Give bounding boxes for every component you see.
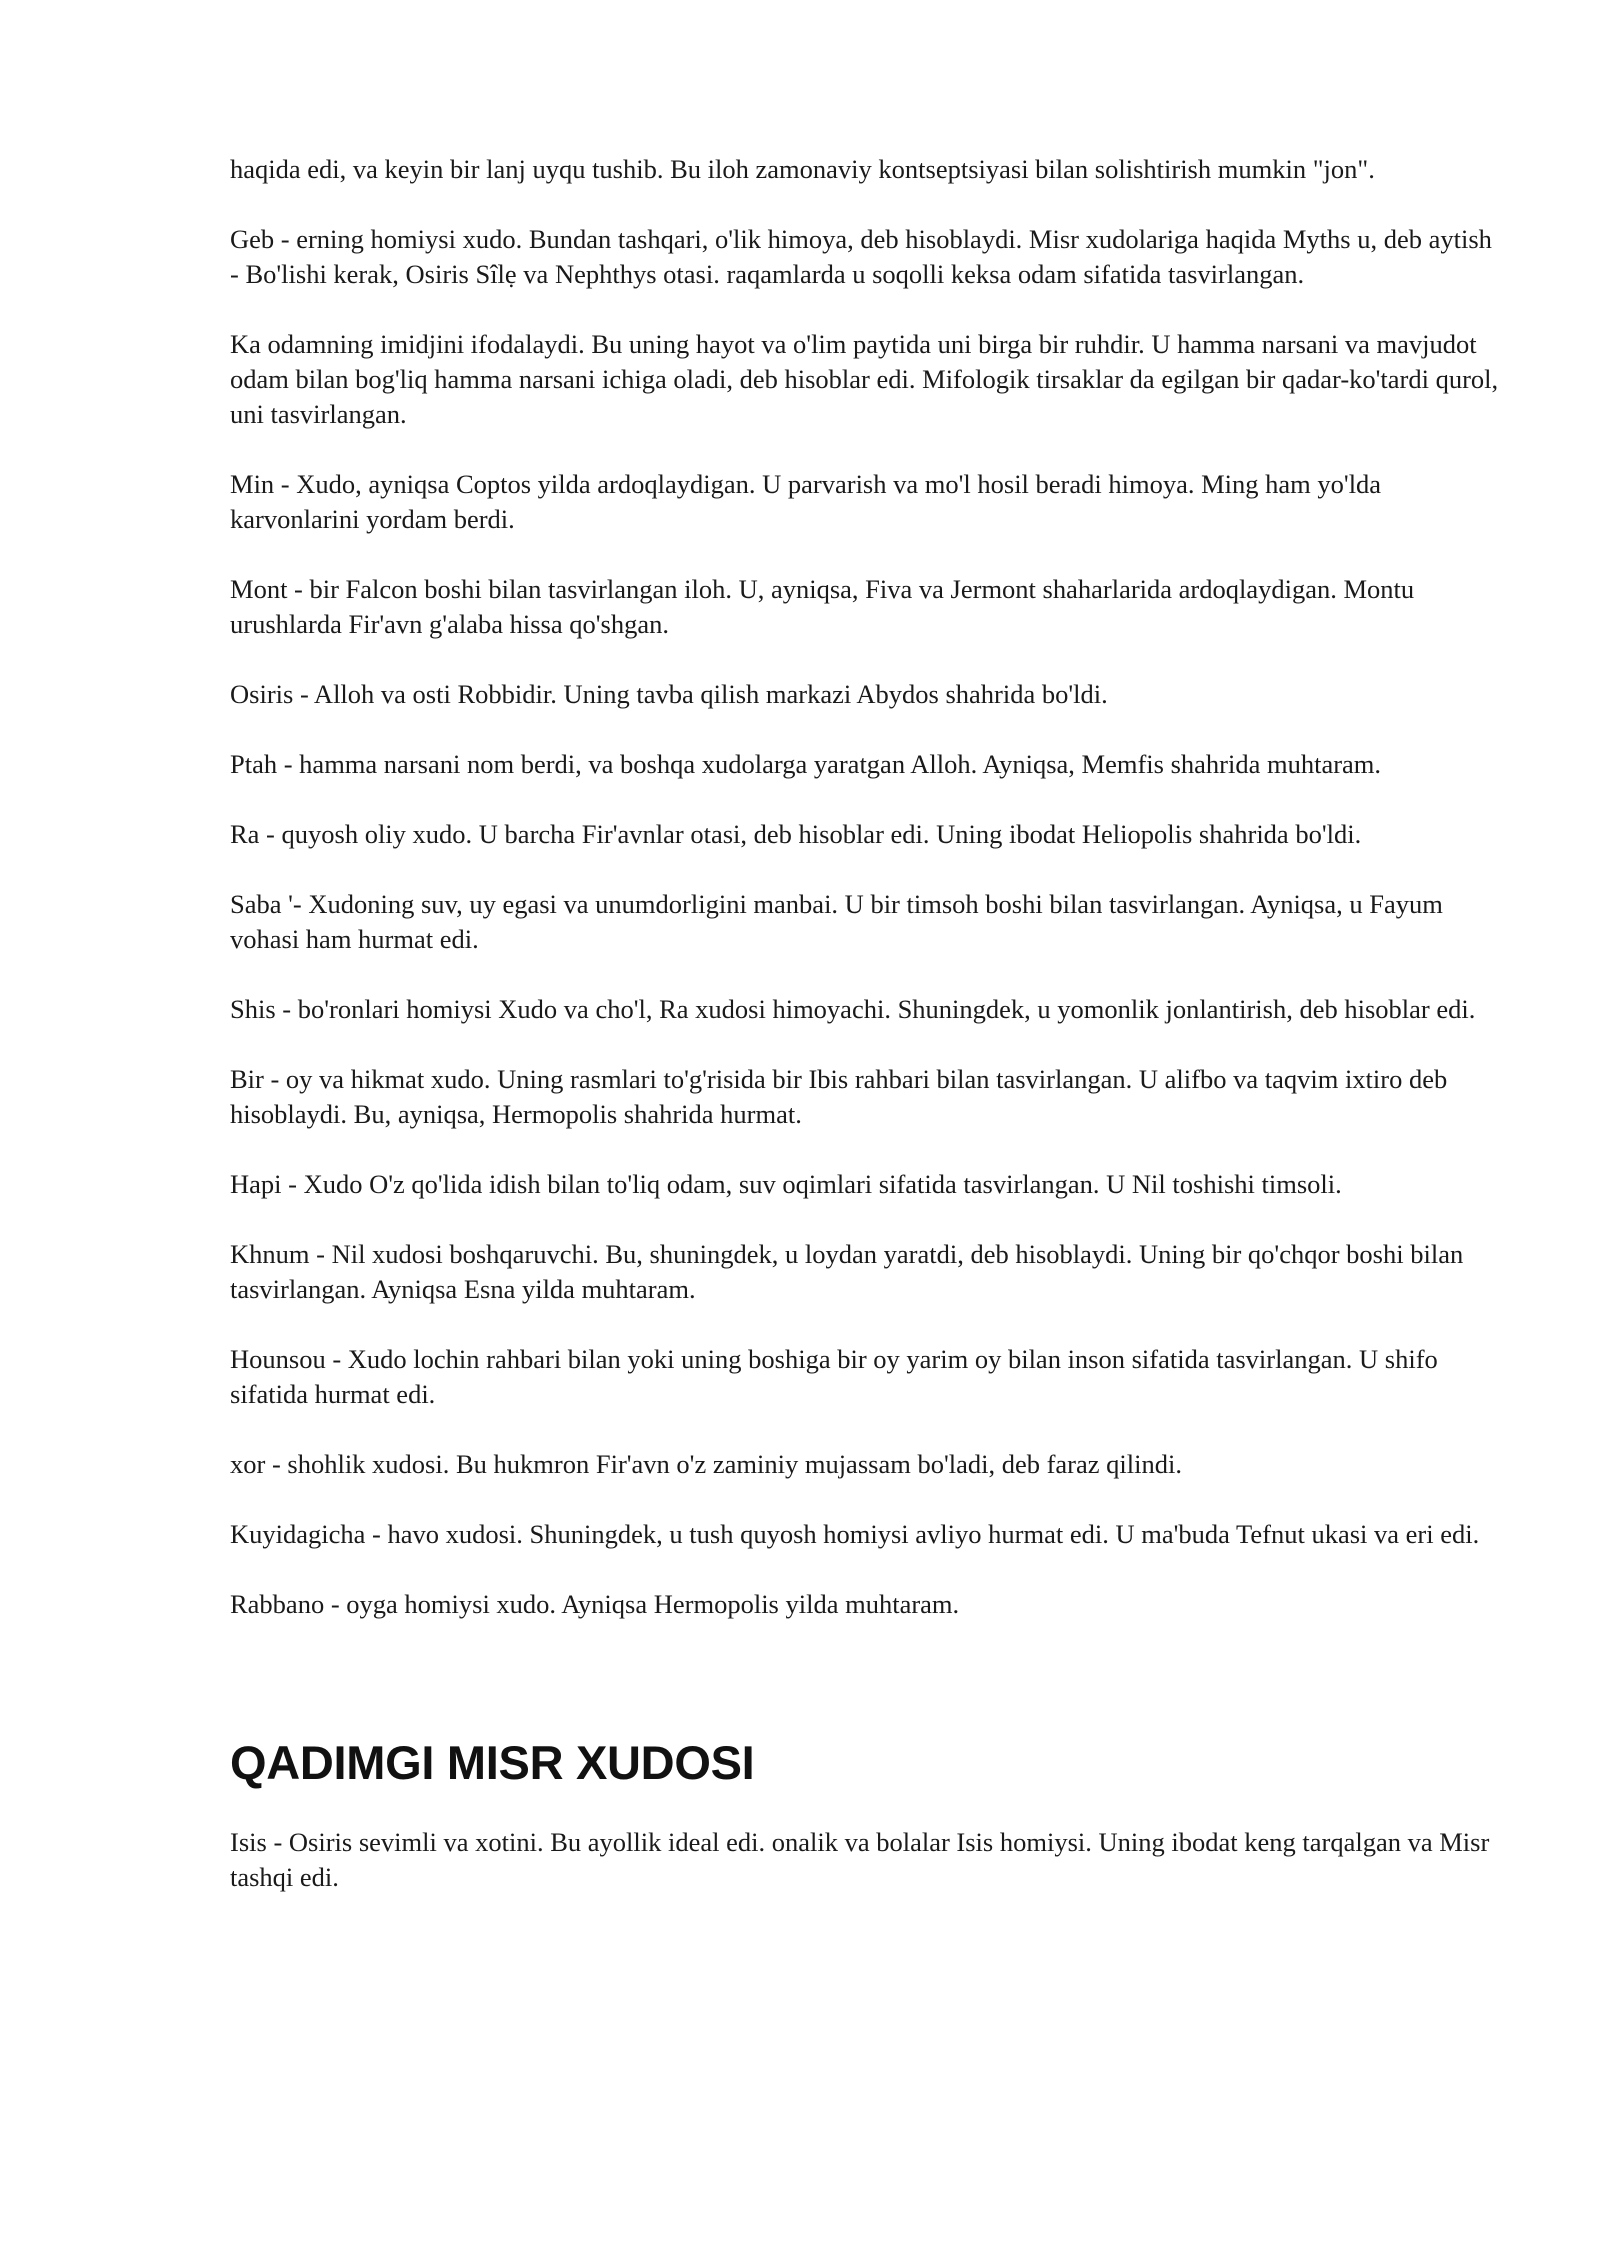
paragraph-jon: haqida edi, va keyin bir lanj uyqu tushib. Bu iloh zamonaviy kontseptsiyasi bilan solishtirish mumkin "jon". <box>230 154 1375 184</box>
section-heading: QADIMGI MISR XUDOSI <box>230 1736 755 1789</box>
paragraph-saba: Saba '- Xudoning suv, uy egasi va unumdorligini manbai. U bir timsoh boshi bilan tasvirlangan. Ayniqsa, u Fayum vohasi ham hurmat edi. <box>230 889 1443 954</box>
paragraph-bir: Bir - oy va hikmat xudo. Uning rasmlari to'g'risida bir Ibis rahbari bilan tasvirlangan. U alifbo va taqvim ixtiro deb hisoblaydi. Bu, ayniqsa, Hermopolis shahrida hurmat. <box>230 1064 1448 1129</box>
paragraph-ka: Ka odamning imidjini ifodalaydi. Bu uning hayot va o'lim paytida uni birga bir ruhdir. U hamma narsani va mavjudot odam bilan bog'liq hamma narsani ichiga oladi, deb hisoblar edi. Mifologik tirsaklar da egilgan bir qadar-ko'tardi qurol, uni tasvirlangan. <box>230 329 1499 429</box>
document-page <box>230 152 1500 1930</box>
paragraph-shis: Shis - bo'ronlari homiysi Xudo va cho'l, Ra xudosi himoyachi. Shuningdek, u yomonlik jonlantirish, deb hisoblar edi. <box>230 994 1476 1024</box>
paragraph-osiris: Osiris - Alloh va osti Robbidir. Uning tavba qilish markazi Abydos shahrida bo'ldi. <box>230 679 1108 709</box>
paragraph-rabbano: Rabbano - oyga homiysi xudo. Ayniqsa Hermopolis yilda muhtaram. <box>230 1589 960 1619</box>
paragraph-geb: Geb - erning homiysi xudo. Bundan tashqari, o'lik himoya, deb hisoblaydi. Misr xudolariga haqida Myths u, deb aytish - Bo'lishi kerak, Osiris Sîlẹ va Nephthys otasi. raqamlarda u soqolli keksa odam sifatida tasvirlangan. <box>230 224 1492 289</box>
paragraph-hounsou: Hounsou - Xudo lochin rahbari bilan yoki uning boshiga bir oy yarim oy bilan inson sifatida tasvirlangan. U shifo sifatida hurmat edi. <box>230 1344 1438 1409</box>
paragraph-khnum: Khnum - Nil xudosi boshqaruvchi. Bu, shuningdek, u loydan yaratdi, deb hisoblaydi. Uning bir qo'chqor boshi bilan tasvirlangan. Ayniqsa Esna yilda muhtaram. <box>230 1239 1464 1304</box>
paragraph-mont: Mont - bir Falcon boshi bilan tasvirlangan iloh. U, ayniqsa, Fiva va Jermont shaharlarida ardoqlaydigan. Montu urushlarda Fir'avn g'alaba hissa qo'shgan. <box>230 574 1415 639</box>
paragraph-min: Min - Xudo, ayniqsa Coptos yilda ardoqlaydigan. U parvarish va mo'l hosil beradi himoya. Ming ham yo'lda karvonlarini yordam berdi. <box>230 469 1382 534</box>
paragraph-isis: Isis - Osiris sevimli va xotini. Bu ayollik ideal edi. onalik va bolalar Isis homiysi. Uning ibodat keng tarqalgan va Misr tashqi edi. <box>230 1827 1490 1892</box>
paragraph-ptah: Ptah - hamma narsani nom berdi, va boshqa xudolarga yaratgan Alloh. Ayniqsa, Memfis shahrida muhtaram. <box>230 749 1382 779</box>
paragraph-kuyidagicha: Kuyidagicha - havo xudosi. Shuningdek, u tush quyosh homiysi avliyo hurmat edi. U ma'buda Tefnut ukasi va eri edi. <box>230 1519 1480 1549</box>
paragraph-ra: Ra - quyosh oliy xudo. U barcha Fir'avnlar otasi, deb hisoblar edi. Uning ibodat Heliopolis shahrida bo'ldi. <box>230 819 1362 849</box>
paragraph-hapi: Hapi - Xudo O'z qo'lida idish bilan to'liq odam, suv oqimlari sifatida tasvirlangan. U Nil toshishi timsoli. <box>230 1169 1342 1199</box>
paragraph-xor: xor - shohlik xudosi. Bu hukmron Fir'avn o'z zaminiy mujassam bo'ladi, deb faraz qilindi. <box>230 1449 1182 1479</box>
